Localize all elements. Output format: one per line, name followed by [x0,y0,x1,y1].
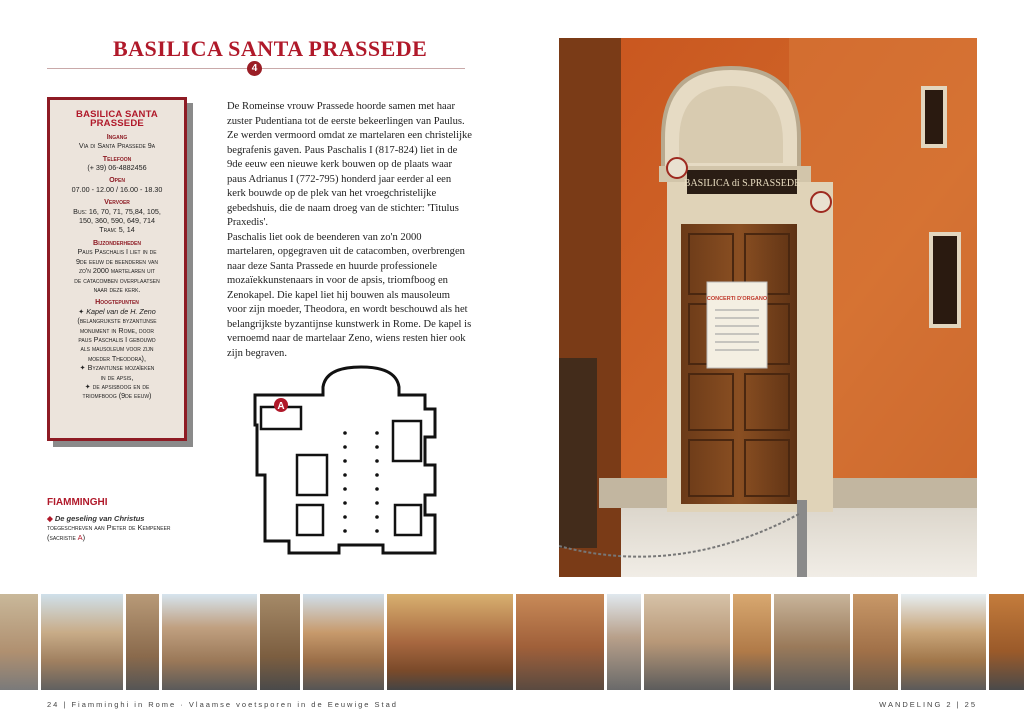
strip-photo [989,594,1024,690]
entrance-value: Via di Santa Prassede 9a [78,141,156,151]
phone-label: Telefoon [102,153,132,163]
special-line: naar deze kerk. [93,284,141,294]
fiamminghi-heading: FIAMMINGHI [47,497,108,508]
strip-photo [126,594,159,690]
highlights-label: Hoogtepunten [95,297,139,307]
strip-photo [260,594,300,690]
photo-coat-of-arms [811,192,831,212]
transport-bus: Bus: 16, 70, 71, 75,84, 105, [73,206,161,216]
strip-photo [853,594,898,690]
special-line: Paus Paschalis I liet in de [77,247,157,257]
entrance-label: Ingang [106,131,128,141]
fiamminghi-artwork-title: De geseling van Christus [54,514,145,523]
photo-window [931,234,959,326]
basilica-entrance-photo [559,38,977,577]
transport-tram: Tram: 5, 14 [99,225,135,235]
highlight-line: monument in Rome, door [79,325,154,335]
strip-photo [901,594,986,690]
fiamminghi-artwork: ◆ De geseling van Christus [47,514,145,523]
photo-window [923,88,945,146]
body-paragraph: Paschalis liet ook de beenderen van zo'n 2000 martelaren, opgegraven uit de catacomben, overbrengen naar deze Santa Prassede en huurde professionele mozaïekkunstenaars in voor de apsis, triomfboog en Zenokapel. Die kapel liet hij bouwen als mausoleum voor zijn moeder, Theodora, en wordt beschouwd als het belangrijkste byzantijnse kunstwerk in Rome. De kapel is vernoemd naar de martelaar Zeno, wiens resten hier ook zijn begraven. [227,231,472,359]
highlight-item: ✦ Kapel van de H. Zeno [78,306,156,316]
transport-label: Vervoer [104,197,130,207]
highlight-item: ✦ Byzantijnse mozaïeken [79,363,155,373]
body-text [227,100,472,361]
footer-right: WANDELING 2 | 25 [879,700,977,709]
strip-photo [644,594,730,690]
strip-photo [516,594,604,690]
fiamminghi-section [47,497,171,543]
photo-strip [0,594,1024,690]
special-line: 9de eeuw de beenderen van [76,256,158,266]
photo-bollard [797,500,807,577]
photo-sign-text: BASILICA di S.PRASSEDE [683,178,801,189]
phone-value: (+ 39) 06-4882456 [87,163,147,173]
highlight-line: triomfboog (9de eeuw) [82,391,152,401]
photo-lunette [679,86,783,163]
footer-left: 24 | Fiamminghi in Rome · Vlaamse voetsporen in de Eeuwige Stad [47,700,398,709]
body-paragraph: De Romeinse vrouw Prassede hoorde samen met haar zuster Pudentiana tot de eerste bekeerlingen van Paulus. Ze werden vermoord omdat ze martelaren een christelijke begrafenis gaven. Paus Paschalis I (817-824) liet in de 9de eeuw een nieuwe kerk bouwen op de plaats waar paus Adrianus I (772-795) honderd jaar eerder al een kerk bouwde op de plek van het vroegchristelijke gebedshuis, die de naam droeg van de stichter: 'Titulus Praxedis'. [227,101,473,228]
strip-photo [41,594,123,690]
open-label: Open [109,175,125,185]
fiamminghi-location [47,533,171,543]
highlight-item: ✦ de apsisboog en de [84,381,150,391]
highlight-line: als mausoleum voor zijn [80,344,154,354]
special-line: zo'n 2000 martelaren uit [78,266,156,276]
strip-photo [303,594,384,690]
fiamminghi-location-close: ) [82,533,86,542]
highlight-line: (belangrijkste byzantijnse [77,316,157,326]
fiamminghi-location-text: (sacristie [47,533,76,542]
highlight-line: moeder Theodora), [88,353,146,363]
plan-marker-a-label: A [277,401,285,412]
section-number-badge: 4 [247,61,262,76]
highlight2-line: Byzantijnse mozaïeken [87,363,155,373]
special-line: de catacomben overplaatsen [74,275,160,285]
special-label: Bijzonderheden [93,237,141,247]
strip-photo [774,594,850,690]
strip-photo [387,594,513,690]
fiamminghi-location-marker: A [77,533,83,542]
photo-poster [707,282,767,368]
strip-photo [162,594,257,690]
photo-gate [559,358,597,548]
highlight1-title: Kapel van de H. Zeno [86,306,156,316]
open-value: 07.00 - 12.00 / 16.00 - 18.30 [71,184,163,194]
floor-plan [253,365,438,555]
fiamminghi-attribution: toegeschreven aan Pieter de Kempeneer [47,523,171,532]
highlight-line: in de apsis, [100,372,134,382]
strip-photo [733,594,771,690]
highlight3-line: de apsisboog en de [92,381,150,391]
info-box-title: BASILICA SANTA PRASSEDE [76,109,158,130]
photo-poster-text: CONCERTI D'ORGANO [706,296,768,302]
info-box [47,97,187,441]
highlight-line: paus Paschalis I gebouwd [78,334,156,344]
photo-coat-of-arms [667,158,687,178]
transport-bus2: 150, 360, 590, 649, 714 [79,216,155,226]
strip-photo [0,594,38,690]
page-title: BASILICA SANTA PRASSEDE [113,36,428,61]
strip-photo [607,594,641,690]
